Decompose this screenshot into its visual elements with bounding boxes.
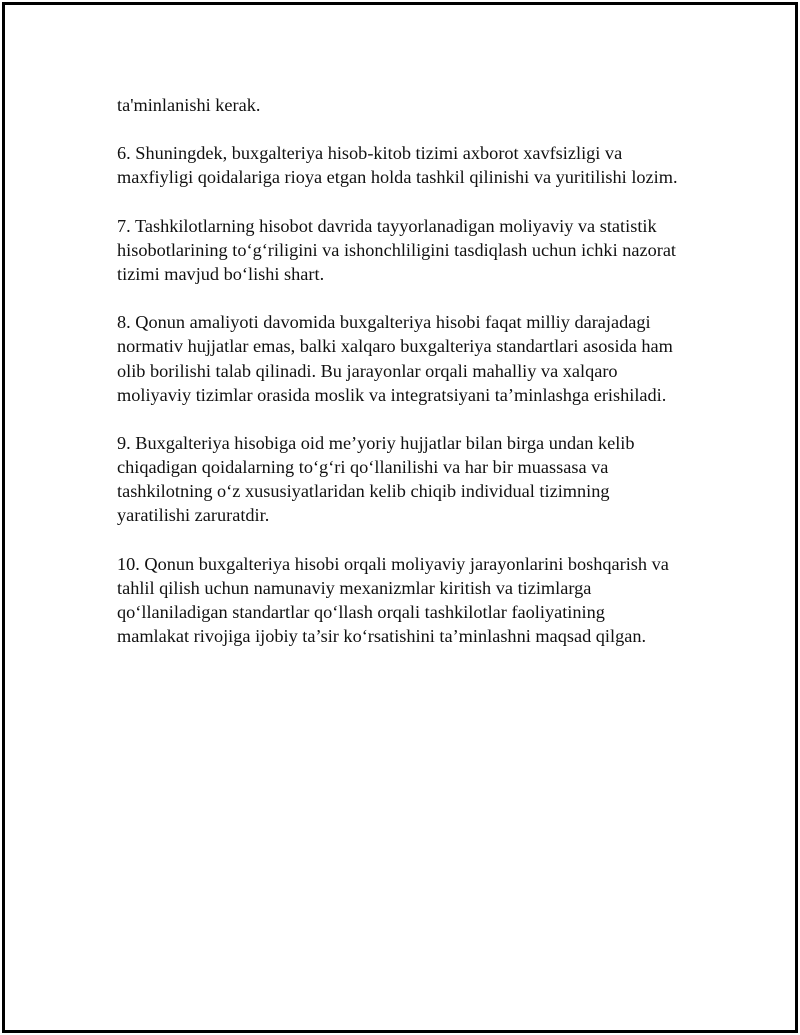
paragraph-continuation (117, 93, 757, 117)
text-line: olib borilishi talab qilinadi. Bu jarayonlar orqali mahalliy va xalqaro (117, 360, 618, 381)
text-line: 10. Qonun buxgalteriya hisobi orqali moliyaviy jarayonlarini boshqarish va (117, 553, 669, 574)
text-line: maxfiyligi qoidalariga rioya etgan holda tashkil qilinishi va yuritilishi lozim. (117, 167, 678, 188)
text-line: 7. Tashkilotlarning hisobot davrida tayyorlanadigan moliyaviy va statistik (117, 215, 657, 236)
text-line: tizimi mavjud bo‘lishi shart. (117, 263, 325, 284)
text-line: qo‘llaniladigan standartlar qo‘llash orqali tashkilotlar faoliyatining (117, 601, 605, 622)
text-line: mamlakat rivojiga ijobiy ta’sir ko‘rsatishini ta’minlashni maqsad qilgan. (117, 626, 647, 647)
text-line: tashkilotning o‘z xususiyatlaridan kelib chiqib individual tizimning (117, 481, 610, 502)
paragraph-8 (117, 310, 757, 407)
text-line: normativ hujjatlar emas, balki xalqaro buxgalteriya standartlari asosida ham (117, 336, 673, 357)
text-line: moliyaviy tizimlar orasida moslik va integratsiyani ta’minlashga erishiladi. (117, 384, 667, 405)
document-body (117, 93, 757, 672)
text-line: ta'minlanishi kerak. (117, 95, 261, 115)
text-line: yaratilishi zaruratdir. (117, 505, 270, 526)
paragraph-6 (117, 141, 757, 189)
paragraph-10 (117, 552, 757, 649)
paragraph-9 (117, 431, 757, 528)
paragraph-7 (117, 214, 757, 286)
text-line: hisobotlarining to‘g‘riligini va ishonchliligini tasdiqlash uchun ichki nazorat (117, 239, 677, 260)
text-line: chiqadigan qoidalarning to‘g‘ri qo‘llanilishi va har bir muassasa va (117, 457, 609, 478)
text-line: tahlil qilish uchun namunaviy mexanizmlar kiritish va tizimlarga (117, 577, 592, 598)
text-line: 8. Qonun amaliyoti davomida buxgalteriya hisobi faqat milliy darajadagi (117, 312, 651, 333)
text-line: 9. Buxgalteriya hisobiga oid me’yoriy hujjatlar bilan birga undan kelib (117, 432, 635, 453)
text-line: 6. Shuningdek, buxgalteriya hisob-kitob tizimi axborot xavfsizligi va (117, 143, 623, 164)
